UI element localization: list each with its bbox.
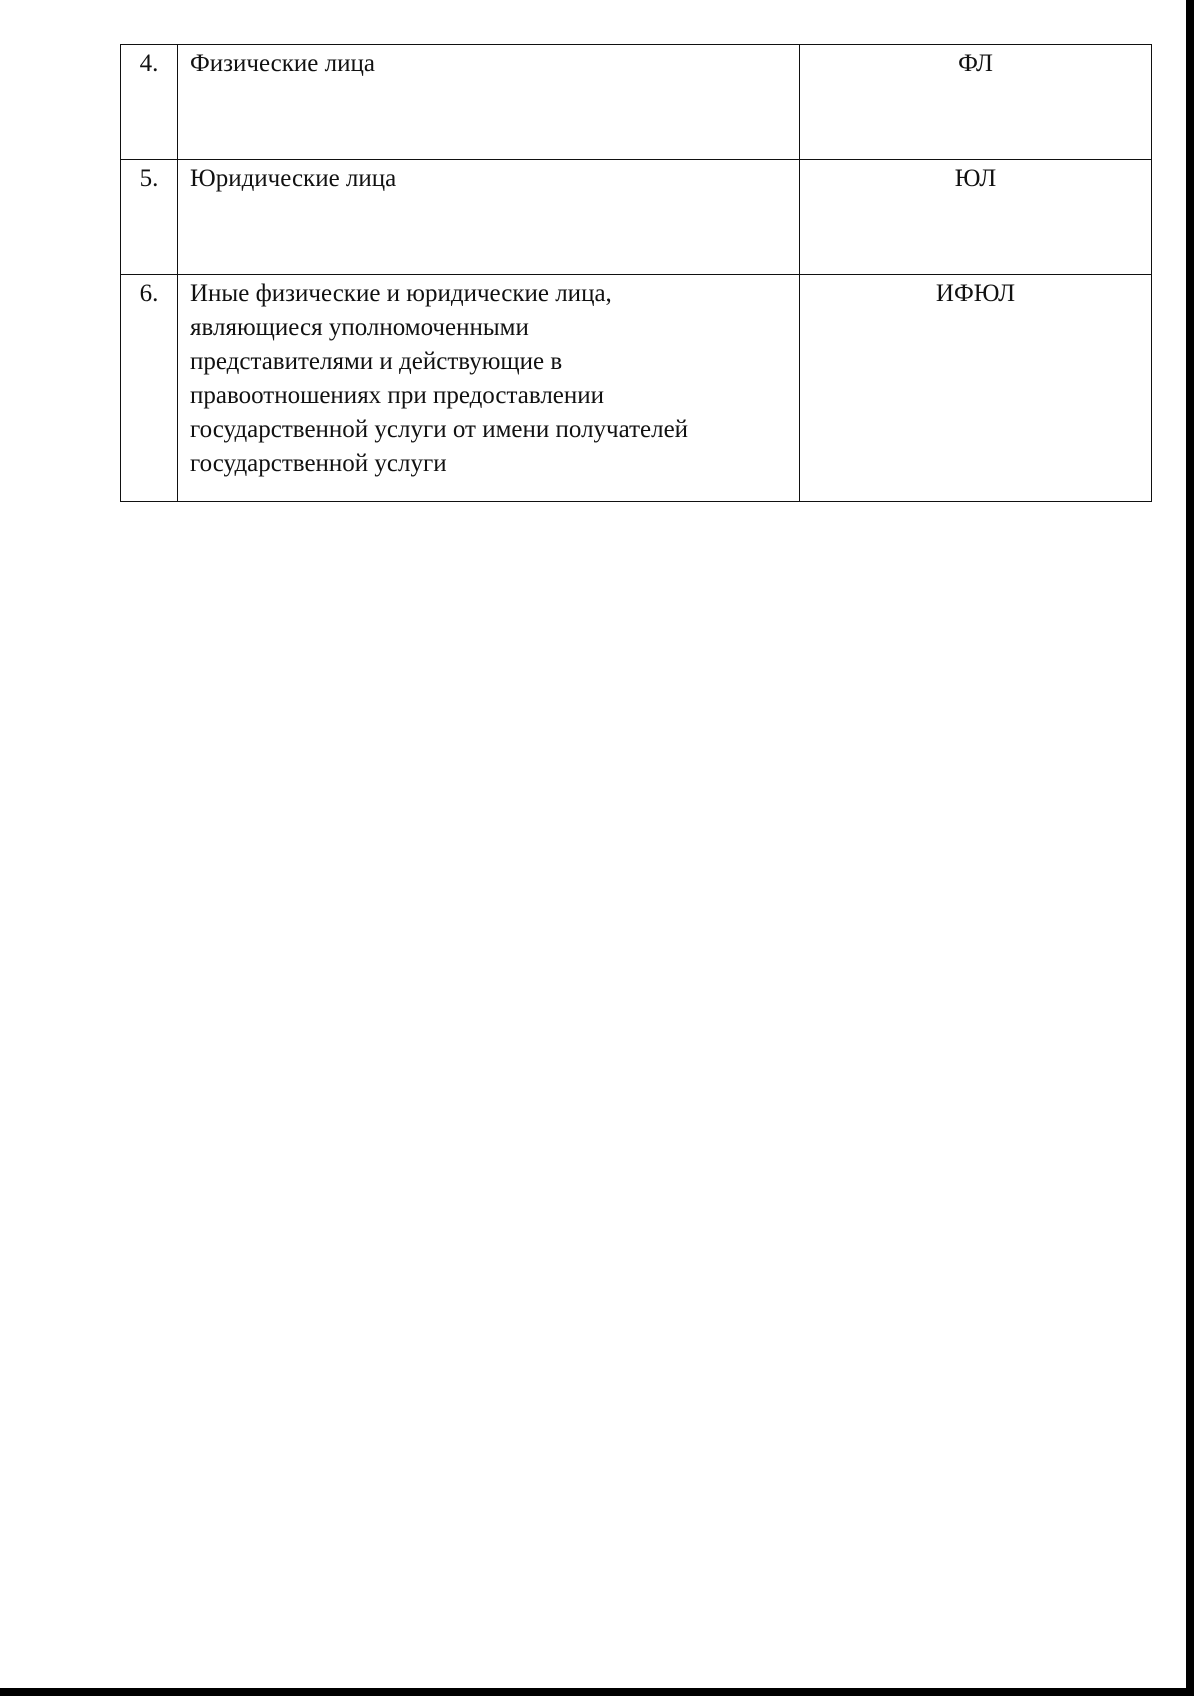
applicant-category-code: ЮЛ (800, 160, 1152, 275)
applicant-category-name (178, 160, 800, 275)
name-line: государственной услуги от имени получателей (190, 416, 689, 443)
name-line: представителями и действующие в (190, 348, 563, 375)
name-line: правоотношениях при предоставлении (190, 382, 605, 409)
table-row (121, 160, 1152, 275)
applicant-category-code: ИФЮЛ (800, 275, 1152, 502)
applicant-category-code: ФЛ (800, 45, 1152, 160)
name-line: Иные физические и юридические лица, (190, 280, 612, 307)
name-line: Физические лица (190, 50, 375, 77)
table-row (121, 45, 1152, 160)
applicant-categories-table (120, 44, 1152, 502)
scan-edge-right (1186, 0, 1194, 1694)
row-number: 6. (121, 275, 178, 502)
name-line: государственной услуги (190, 450, 447, 477)
applicant-category-name (178, 45, 800, 160)
row-number: 5. (121, 160, 178, 275)
applicant-category-name (178, 275, 800, 502)
row-number: 4. (121, 45, 178, 160)
name-line: Юридические лица (190, 165, 397, 192)
name-line: являющиеся уполномоченными (190, 314, 529, 341)
table-row (121, 275, 1152, 502)
scan-edge-bottom (0, 1688, 1194, 1696)
